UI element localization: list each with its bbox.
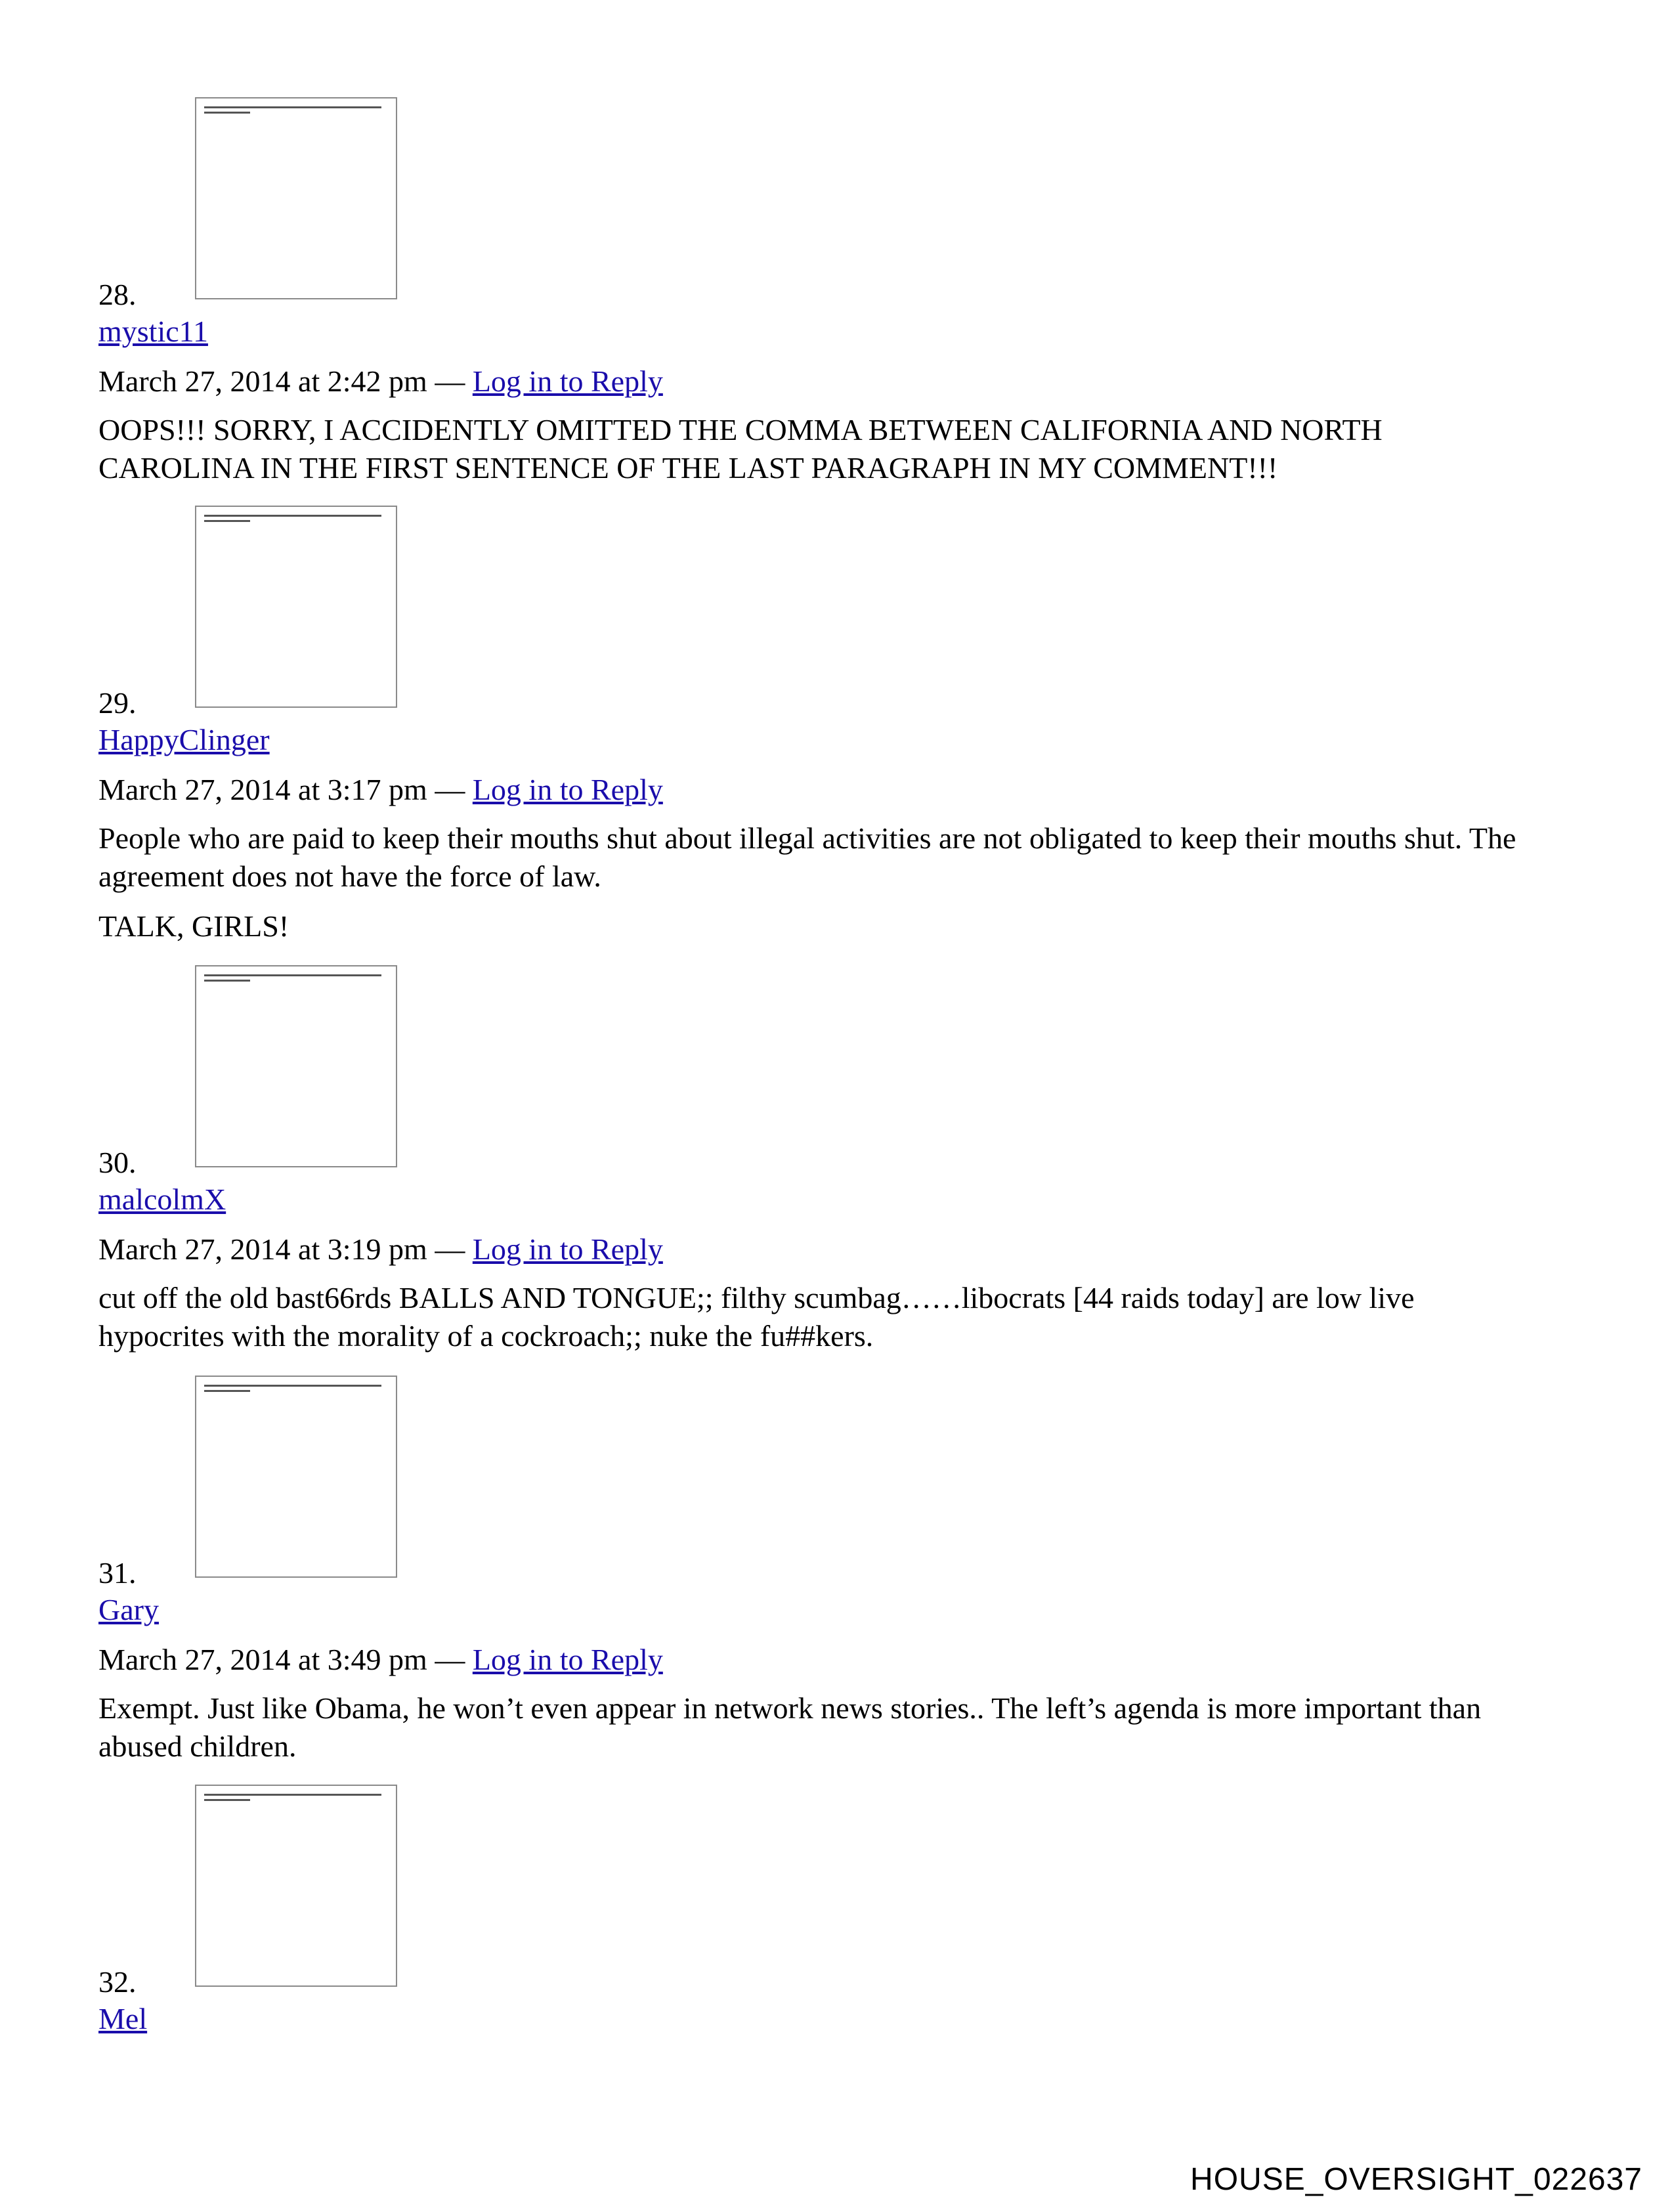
comment-paragraph: cut off the old bast66rds BALLS AND TONGUE;; filthy scumbag……libocrats [44 raids today] are low live hypocrites with the morality of a cockroach;; nuke the fu##kers. bbox=[98, 1281, 1415, 1353]
comment-author-link[interactable]: mystic11 bbox=[98, 314, 208, 348]
comment-author-link[interactable]: Mel bbox=[98, 2002, 148, 2035]
comment-header bbox=[98, 97, 1576, 311]
comment-meta bbox=[98, 361, 1576, 402]
comment-author-link[interactable]: HappyClinger bbox=[98, 723, 270, 756]
document-id-stamp: HOUSE_OVERSIGHT_022637 bbox=[1190, 2162, 1642, 2197]
meta-separator: — bbox=[435, 364, 465, 398]
comment-date: March 27, 2014 at 3:19 pm bbox=[98, 1232, 427, 1266]
comment-number: 31. bbox=[98, 1556, 137, 1590]
comment-paragraph: OOPS!!! SORRY, I ACCIDENTLY OMITTED THE COMMA BETWEEN CALIFORNIA AND NORTH CAROLINA IN THE FIRST SENTENCE OF THE LAST PARAGRAPH IN MY COMMENT!!! bbox=[98, 413, 1383, 485]
comment-32 bbox=[98, 1785, 1576, 2039]
comment-header bbox=[98, 965, 1576, 1179]
comment-29 bbox=[98, 506, 1576, 945]
avatar-placeholder-icon bbox=[195, 97, 397, 299]
avatar-placeholder-icon bbox=[195, 506, 397, 708]
comment-30 bbox=[98, 965, 1576, 1355]
login-to-reply-link[interactable]: Log in to Reply bbox=[472, 773, 663, 806]
comment-meta bbox=[98, 1639, 1576, 1680]
comment-date: March 27, 2014 at 2:42 pm bbox=[98, 364, 427, 398]
meta-separator: — bbox=[435, 1232, 465, 1266]
comment-number: 29. bbox=[98, 686, 137, 720]
comment-date: March 27, 2014 at 3:49 pm bbox=[98, 1643, 427, 1676]
avatar-placeholder-icon bbox=[195, 1376, 397, 1578]
comment-28 bbox=[98, 97, 1576, 487]
comment-body bbox=[98, 819, 1576, 945]
comment-body bbox=[98, 411, 1576, 487]
comment-number: 32. bbox=[98, 1965, 137, 1999]
comment-body bbox=[98, 1689, 1576, 1766]
comment-author-link[interactable]: Gary bbox=[98, 1593, 159, 1626]
comment-date: March 27, 2014 at 3:17 pm bbox=[98, 773, 427, 806]
meta-separator: — bbox=[435, 773, 465, 806]
comment-body bbox=[98, 1279, 1576, 1355]
avatar-placeholder-icon bbox=[195, 965, 397, 1167]
comment-paragraph: TALK, GIRLS! bbox=[98, 909, 290, 943]
login-to-reply-link[interactable]: Log in to Reply bbox=[472, 364, 663, 398]
comment-number: 30. bbox=[98, 1146, 137, 1179]
login-to-reply-link[interactable]: Log in to Reply bbox=[472, 1232, 663, 1266]
comment-31 bbox=[98, 1376, 1576, 1766]
comment-header bbox=[98, 506, 1576, 720]
comment-paragraph: Exempt. Just like Obama, he won’t even appear in network news stories.. The left’s agenda is more important than abused children. bbox=[98, 1691, 1482, 1763]
comment-header bbox=[98, 1785, 1576, 1999]
comment-number: 28. bbox=[98, 278, 137, 311]
comment-author-link[interactable]: malcolmX bbox=[98, 1182, 226, 1216]
meta-separator: — bbox=[435, 1643, 465, 1676]
comment-meta bbox=[98, 1229, 1576, 1270]
login-to-reply-link[interactable]: Log in to Reply bbox=[472, 1643, 663, 1676]
comment-meta bbox=[98, 770, 1576, 810]
avatar-placeholder-icon bbox=[195, 1785, 397, 1987]
comment-header bbox=[98, 1376, 1576, 1590]
comment-paragraph: People who are paid to keep their mouths shut about illegal activities are not obligated to keep their mouths shut. The agreement does not have the force of law. bbox=[98, 821, 1516, 893]
